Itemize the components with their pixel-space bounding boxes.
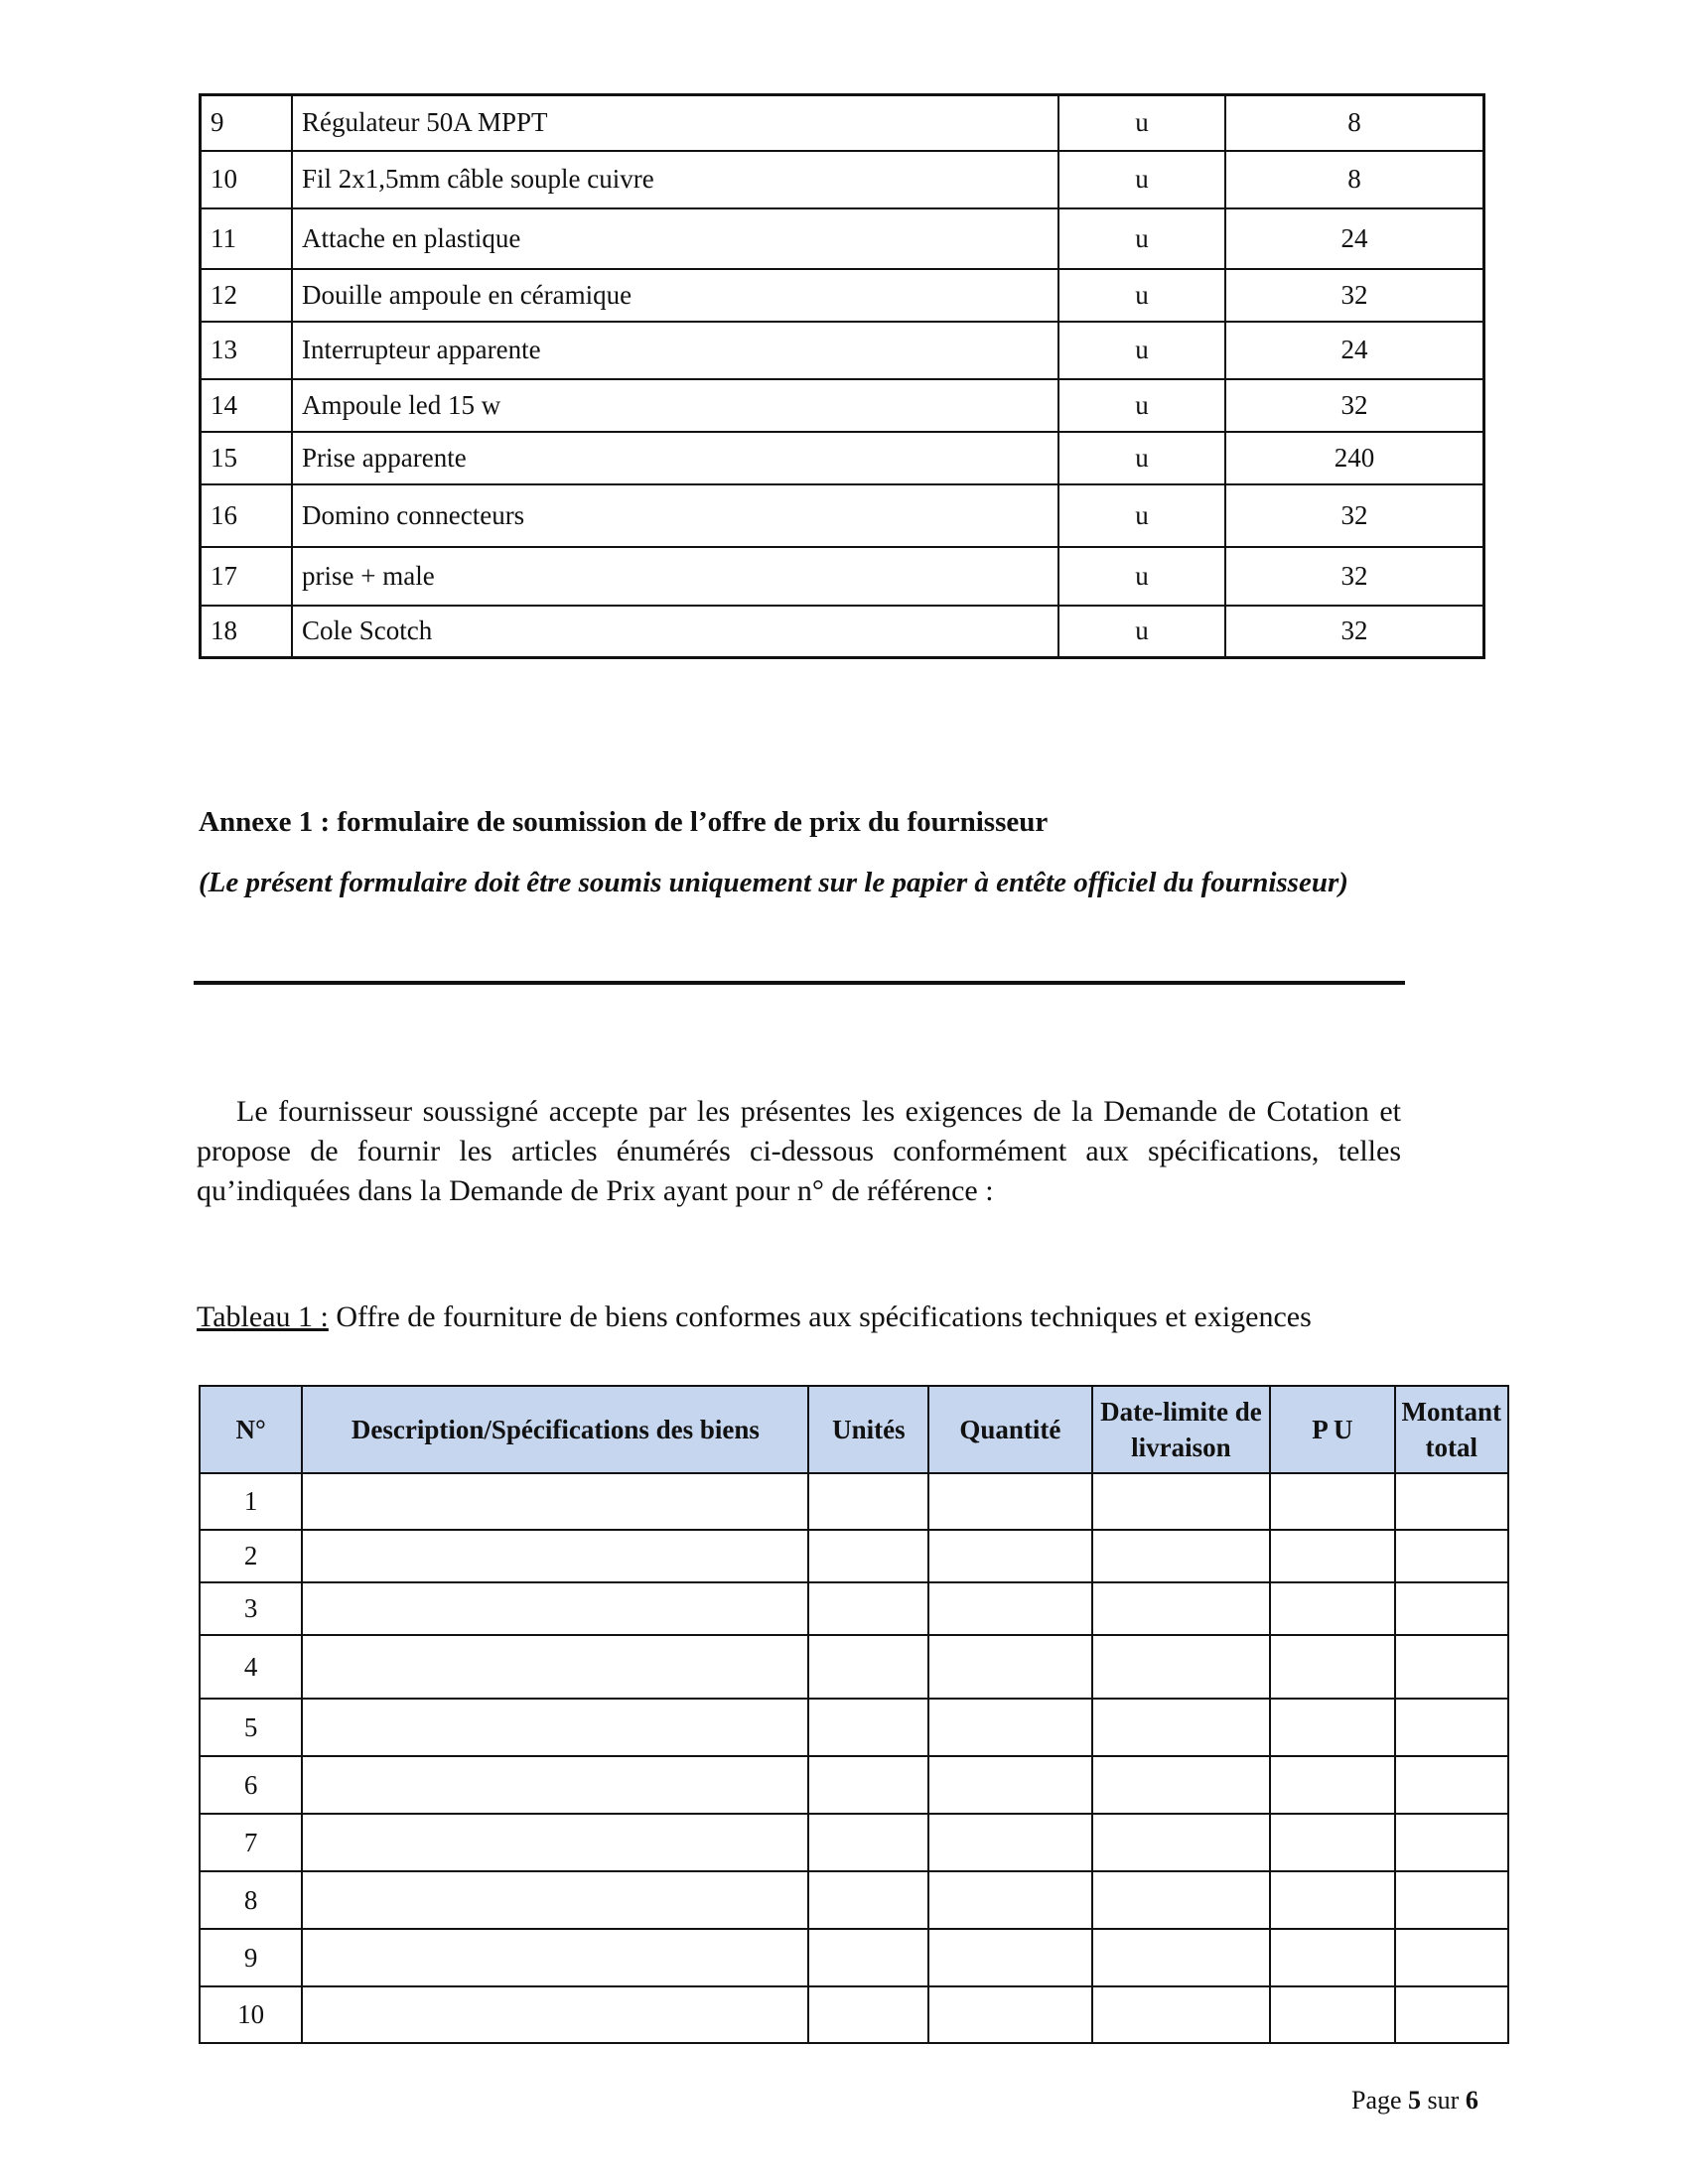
- offer-desc-cell[interactable]: [302, 1986, 808, 2043]
- offer-unit-cell[interactable]: [808, 1986, 928, 2043]
- offer-date-cell[interactable]: [1092, 1871, 1271, 1929]
- offer-date-cell[interactable]: [1092, 1756, 1271, 1814]
- offer-qty-cell[interactable]: [928, 1473, 1091, 1530]
- header-delivery-date: Date-limite de livraison: [1092, 1386, 1271, 1473]
- offer-desc-cell[interactable]: [302, 1756, 808, 1814]
- offer-unit-cell[interactable]: [808, 1473, 928, 1530]
- items-table-row: [201, 547, 1484, 606]
- offer-qty-cell[interactable]: [928, 1530, 1091, 1582]
- offer-table-row: [200, 1473, 1508, 1530]
- items-table-row: [201, 208, 1484, 269]
- header-total-amount: Montant total: [1395, 1386, 1509, 1473]
- offer-date-cell[interactable]: [1092, 1814, 1271, 1871]
- offer-desc-cell[interactable]: [302, 1929, 808, 1986]
- offer-date-cell[interactable]: [1092, 1986, 1271, 2043]
- offer-desc-cell[interactable]: [302, 1473, 808, 1530]
- offer-unit-cell[interactable]: [808, 1635, 928, 1699]
- offer-table-row: [200, 1871, 1508, 1929]
- item-qty-cell: 24: [1225, 208, 1484, 269]
- offer-date-cell[interactable]: [1092, 1699, 1271, 1756]
- item-desc-cell: Cole Scotch: [292, 606, 1058, 658]
- offer-table-row: [200, 1756, 1508, 1814]
- items-table-row: [201, 606, 1484, 658]
- offer-unit-cell[interactable]: [808, 1699, 928, 1756]
- offer-unit-cell[interactable]: [808, 1756, 928, 1814]
- offer-pu-cell[interactable]: [1270, 1929, 1394, 1986]
- item-qty-cell: 8: [1225, 95, 1484, 151]
- offer-unit-cell[interactable]: [808, 1929, 928, 1986]
- offer-pu-cell[interactable]: [1270, 1582, 1394, 1635]
- offer-total-cell[interactable]: [1395, 1756, 1509, 1814]
- offer-table-header-row: [200, 1386, 1508, 1473]
- offer-unit-cell[interactable]: [808, 1814, 928, 1871]
- offer-table-row: [200, 1986, 1508, 2043]
- footer-page-total: 6: [1465, 2086, 1478, 2115]
- footer-middle: sur: [1421, 2086, 1466, 2115]
- item-desc-cell: Fil 2x1,5mm câble souple cuivre: [292, 151, 1058, 208]
- offer-qty-cell[interactable]: [928, 1814, 1091, 1871]
- offer-pu-cell[interactable]: [1270, 1635, 1394, 1699]
- offer-no-cell: 5: [200, 1699, 302, 1756]
- offer-qty-cell[interactable]: [928, 1986, 1091, 2043]
- offer-table-row: [200, 1530, 1508, 1582]
- annex-subtitle: (Le présent formulaire doit être soumis uniquement sur le papier à entête officiel du fournisseur): [199, 867, 1348, 898]
- table-caption-label: Tableau 1 :: [197, 1300, 329, 1333]
- offer-table-row: [200, 1929, 1508, 1986]
- item-num-cell: 15: [201, 432, 293, 484]
- item-qty-cell: 32: [1225, 269, 1484, 322]
- offer-date-cell[interactable]: [1092, 1929, 1271, 1986]
- item-num-cell: 16: [201, 484, 293, 547]
- item-desc-cell: prise + male: [292, 547, 1058, 606]
- offer-total-cell[interactable]: [1395, 1929, 1509, 1986]
- header-unit-price: P U: [1270, 1386, 1394, 1473]
- items-table-row: [201, 379, 1484, 432]
- offer-desc-cell[interactable]: [302, 1635, 808, 1699]
- offer-date-cell[interactable]: [1092, 1473, 1271, 1530]
- item-unit-cell: u: [1058, 379, 1225, 432]
- item-num-cell: 10: [201, 151, 293, 208]
- item-num-cell: 9: [201, 95, 293, 151]
- item-qty-cell: 32: [1225, 606, 1484, 658]
- offer-pu-cell[interactable]: [1270, 1756, 1394, 1814]
- offer-pu-cell[interactable]: [1270, 1530, 1394, 1582]
- offer-desc-cell[interactable]: [302, 1871, 808, 1929]
- header-units: Unités: [808, 1386, 928, 1473]
- annex-title: Annexe 1 : formulaire de soumission de l’offre de prix du fournisseur: [199, 806, 1049, 838]
- item-unit-cell: u: [1058, 208, 1225, 269]
- item-unit-cell: u: [1058, 322, 1225, 379]
- offer-desc-cell[interactable]: [302, 1814, 808, 1871]
- item-num-cell: 13: [201, 322, 293, 379]
- offer-no-cell: 1: [200, 1473, 302, 1530]
- item-desc-cell: Régulateur 50A MPPT: [292, 95, 1058, 151]
- offer-total-cell[interactable]: [1395, 1871, 1509, 1929]
- offer-desc-cell[interactable]: [302, 1582, 808, 1635]
- table-caption: [197, 1300, 1312, 1334]
- offer-date-cell[interactable]: [1092, 1635, 1271, 1699]
- offer-table-row: [200, 1814, 1508, 1871]
- item-qty-cell: 240: [1225, 432, 1484, 484]
- offer-total-cell[interactable]: [1395, 1986, 1509, 2043]
- offer-qty-cell[interactable]: [928, 1582, 1091, 1635]
- item-unit-cell: u: [1058, 151, 1225, 208]
- item-desc-cell: Interrupteur apparente: [292, 322, 1058, 379]
- offer-pu-cell[interactable]: [1270, 1814, 1394, 1871]
- items-table-row: [201, 432, 1484, 484]
- offer-desc-cell[interactable]: [302, 1699, 808, 1756]
- item-desc-cell: Ampoule led 15 w: [292, 379, 1058, 432]
- table-caption-text: Offre de fourniture de biens conformes aux spécifications techniques et exigences: [328, 1300, 1312, 1333]
- header-no: N°: [200, 1386, 302, 1473]
- item-unit-cell: u: [1058, 269, 1225, 322]
- offer-pu-cell[interactable]: [1270, 1699, 1394, 1756]
- offer-table: [199, 1385, 1509, 2044]
- item-qty-cell: 32: [1225, 379, 1484, 432]
- item-desc-cell: Domino connecteurs: [292, 484, 1058, 547]
- header-description: Description/Spécifications des biens: [302, 1386, 808, 1473]
- item-num-cell: 18: [201, 606, 293, 658]
- offer-total-cell[interactable]: [1395, 1473, 1509, 1530]
- offer-no-cell: 9: [200, 1929, 302, 1986]
- offer-qty-cell[interactable]: [928, 1871, 1091, 1929]
- item-qty-cell: 32: [1225, 484, 1484, 547]
- horizontal-rule: [194, 981, 1405, 985]
- item-unit-cell: u: [1058, 432, 1225, 484]
- items-table-row: [201, 95, 1484, 151]
- offer-qty-cell[interactable]: [928, 1635, 1091, 1699]
- item-unit-cell: u: [1058, 484, 1225, 547]
- offer-pu-cell[interactable]: [1270, 1986, 1394, 2043]
- item-unit-cell: u: [1058, 606, 1225, 658]
- offer-date-cell[interactable]: [1092, 1582, 1271, 1635]
- offer-total-cell[interactable]: [1395, 1699, 1509, 1756]
- offer-no-cell: 3: [200, 1582, 302, 1635]
- item-unit-cell: u: [1058, 547, 1225, 606]
- item-num-cell: 14: [201, 379, 293, 432]
- item-desc-cell: Attache en plastique: [292, 208, 1058, 269]
- offer-no-cell: 4: [200, 1635, 302, 1699]
- offer-pu-cell[interactable]: [1270, 1871, 1394, 1929]
- offer-total-cell[interactable]: [1395, 1530, 1509, 1582]
- items-table: [199, 93, 1485, 659]
- offer-date-cell[interactable]: [1092, 1530, 1271, 1582]
- offer-total-cell[interactable]: [1395, 1814, 1509, 1871]
- items-table-row: [201, 322, 1484, 379]
- item-num-cell: 17: [201, 547, 293, 606]
- offer-no-cell: 7: [200, 1814, 302, 1871]
- offer-desc-cell[interactable]: [302, 1530, 808, 1582]
- footer-prefix: Page: [1351, 2086, 1409, 2115]
- item-num-cell: 11: [201, 208, 293, 269]
- item-qty-cell: 8: [1225, 151, 1484, 208]
- item-qty-cell: 32: [1225, 547, 1484, 606]
- item-desc-cell: Prise apparente: [292, 432, 1058, 484]
- offer-table-row: [200, 1582, 1508, 1635]
- items-table-row: [201, 484, 1484, 547]
- page-footer: [1351, 2086, 1478, 2116]
- header-quantity: Quantité: [928, 1386, 1091, 1473]
- item-unit-cell: u: [1058, 95, 1225, 151]
- offer-table-row: [200, 1635, 1508, 1699]
- offer-unit-cell[interactable]: [808, 1530, 928, 1582]
- offer-qty-cell[interactable]: [928, 1929, 1091, 1986]
- offer-no-cell: 8: [200, 1871, 302, 1929]
- offer-total-cell[interactable]: [1395, 1582, 1509, 1635]
- item-qty-cell: 24: [1225, 322, 1484, 379]
- offer-table-row: [200, 1699, 1508, 1756]
- offer-total-cell[interactable]: [1395, 1635, 1509, 1699]
- offer-unit-cell[interactable]: [808, 1582, 928, 1635]
- offer-qty-cell[interactable]: [928, 1699, 1091, 1756]
- items-table-row: [201, 269, 1484, 322]
- acceptance-paragraph: Le fournisseur soussigné accepte par les présentes les exigences de la Demande de Cotation et propose de fournir les articles énumérés ci-dessous conformément aux spécifications, telles qu’indiquées dans la Demande de Prix ayant pour n° de référence :: [197, 1095, 1401, 1207]
- offer-no-cell: 2: [200, 1530, 302, 1582]
- offer-unit-cell[interactable]: [808, 1871, 928, 1929]
- footer-page-number: 5: [1408, 2086, 1422, 2115]
- offer-no-cell: 10: [200, 1986, 302, 2043]
- offer-pu-cell[interactable]: [1270, 1473, 1394, 1530]
- items-table-row: [201, 151, 1484, 208]
- offer-qty-cell[interactable]: [928, 1756, 1091, 1814]
- item-desc-cell: Douille ampoule en céramique: [292, 269, 1058, 322]
- item-num-cell: 12: [201, 269, 293, 322]
- offer-no-cell: 6: [200, 1756, 302, 1814]
